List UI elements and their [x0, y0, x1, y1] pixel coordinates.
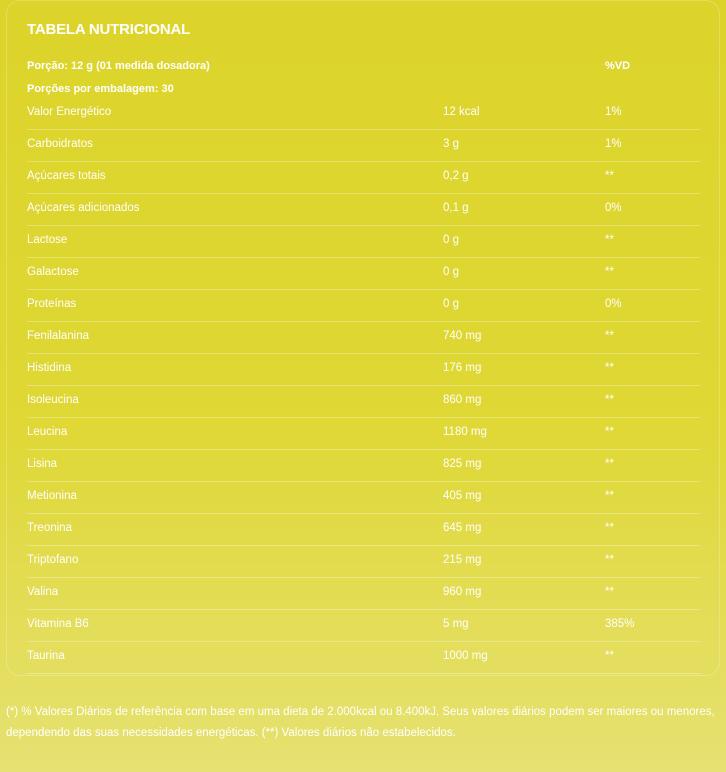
table-row: [27, 354, 700, 386]
nutrient-vd: 0%: [605, 202, 622, 214]
nutrient-vd: 1%: [605, 138, 622, 150]
vd-column-header: %VD: [605, 60, 631, 72]
nutrient-amount: 5 mg: [443, 618, 469, 630]
nutrient-vd: **: [605, 170, 614, 182]
nutrient-amount: 405 mg: [443, 490, 482, 502]
nutrient-vd: **: [605, 458, 614, 470]
nutrient-name: Açúcares adicionados: [27, 202, 140, 214]
table-row: [27, 450, 700, 482]
nutrient-name: Lactose: [27, 234, 68, 246]
nutrient-amount: 3 g: [443, 138, 459, 150]
nutrient-name: Vitamina B6: [27, 618, 89, 630]
table-row: [27, 418, 700, 450]
nutrient-amount: 1180 mg: [443, 426, 487, 438]
nutrient-name: Lisina: [27, 458, 58, 470]
nutrient-amount: 176 mg: [443, 362, 482, 374]
nutrient-vd: **: [605, 586, 614, 598]
nutrient-vd: **: [605, 522, 614, 534]
footnote: (*) % Valores Diários de referência com base em uma dieta de 2.000kcal ou 8.400kJ. Seus valores diários podem ser maiores ou menores, dependendo das suas necessidades energéticas. (**) Valores diários não estabelecidos.: [6, 706, 715, 739]
nutrient-vd: **: [605, 650, 614, 662]
nutrient-vd: **: [605, 490, 614, 502]
table-row: [27, 194, 700, 226]
nutrient-vd: **: [605, 266, 614, 278]
table-row: [27, 290, 700, 322]
nutrient-vd: 0%: [605, 298, 622, 310]
portion-info: Porção: 12 g (01 medida dosadora): [27, 60, 210, 72]
table-row: [27, 258, 700, 290]
table-row: [27, 578, 700, 610]
portions-per-package: Porções por embalagem: 30: [27, 83, 174, 95]
nutrient-vd: 1%: [605, 106, 622, 118]
nutrient-vd: **: [605, 330, 614, 342]
nutrient-name: Açúcares totais: [27, 170, 106, 182]
nutrient-name: Galactose: [27, 266, 79, 278]
nutrient-name: Histidina: [27, 362, 72, 374]
nutrient-name: Treonina: [27, 522, 72, 534]
table-row: [27, 322, 700, 354]
nutrient-name: Proteínas: [27, 298, 77, 310]
nutrient-name: Valina: [27, 586, 59, 598]
table-row: [27, 610, 700, 642]
nutrient-name: Metionina: [27, 490, 77, 502]
nutrient-amount: 860 mg: [443, 394, 482, 406]
table-row: [27, 386, 700, 418]
nutrient-amount: 0,1 g: [443, 202, 469, 214]
nutrient-amount: 12 kcal: [443, 106, 480, 118]
nutrient-vd: **: [605, 394, 614, 406]
nutrient-name: Isoleucina: [27, 394, 79, 406]
nutrient-vd: **: [605, 362, 614, 374]
table-row: [27, 162, 700, 194]
nutrient-vd: 385%: [605, 618, 635, 630]
table-row: [27, 482, 700, 514]
table-row: [27, 226, 700, 258]
nutrition-table-title: TABELA NUTRICIONAL: [27, 21, 191, 38]
table-row: [27, 130, 700, 162]
table-row: [27, 546, 700, 578]
nutrient-vd: **: [605, 426, 614, 438]
nutrition-table: [27, 98, 700, 674]
nutrient-vd: **: [605, 234, 614, 246]
nutrient-name: Triptofano: [27, 554, 79, 566]
nutrient-amount: 0 g: [443, 234, 459, 246]
nutrient-amount: 0 g: [443, 298, 459, 310]
nutrient-amount: 740 mg: [443, 330, 482, 342]
nutrient-amount: 0 g: [443, 266, 459, 278]
nutrient-amount: 1000 mg: [443, 650, 488, 662]
nutrient-name: Valor Energético: [27, 106, 112, 118]
table-row: [27, 642, 700, 674]
nutrient-name: Leucina: [27, 426, 68, 438]
nutrient-name: Carboidratos: [27, 138, 93, 150]
nutrient-amount: 215 mg: [443, 554, 482, 566]
nutrient-amount: 0,2 g: [443, 170, 469, 182]
nutrient-amount: 960 mg: [443, 586, 482, 598]
nutrient-name: Fenilalanina: [27, 330, 90, 342]
nutrient-name: Taurina: [27, 650, 65, 662]
table-row: [27, 98, 700, 130]
nutrient-amount: 645 mg: [443, 522, 482, 534]
table-row: [27, 514, 700, 546]
nutrient-vd: **: [605, 554, 614, 566]
nutrient-amount: 825 mg: [443, 458, 482, 470]
